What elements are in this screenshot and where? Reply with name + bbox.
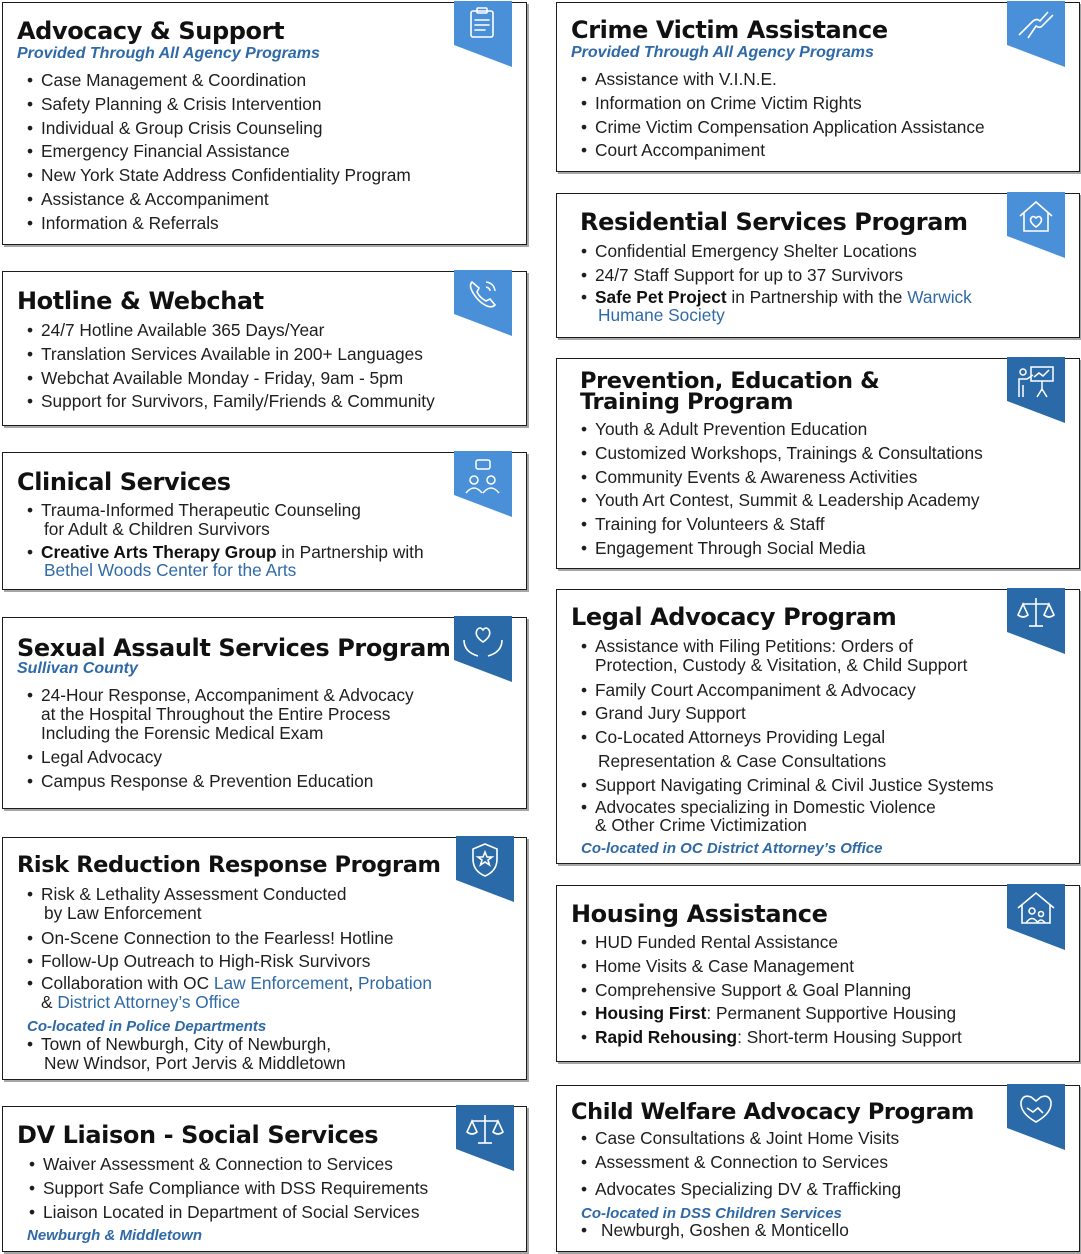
card-subtitle: Sullivan County	[17, 660, 138, 677]
presenter-icon	[1007, 357, 1065, 423]
item-line: & Other Crime Victimization	[595, 815, 807, 836]
list-item: • Confidential Emergency Shelter Locations	[581, 240, 972, 264]
list-item	[27, 1035, 346, 1077]
list-item: • Waiver Assessment & Connection to Services	[29, 1153, 428, 1177]
risk-locations-list	[27, 1035, 346, 1077]
item-line: Advocates specializing in Domestic Violence	[595, 796, 936, 817]
child-welfare-locations	[581, 1219, 849, 1243]
residential-list	[581, 240, 972, 329]
card-legal-advocacy	[556, 589, 1080, 864]
card-title: Residential Services Program	[580, 208, 968, 236]
law-enforcement-link[interactable]: Law Enforcement	[213, 973, 349, 994]
program-name: Housing First	[595, 1003, 707, 1024]
card-title: Advocacy & Support	[17, 17, 285, 45]
card-sexual-assault-services	[2, 617, 527, 809]
card-title: Training Program	[580, 389, 794, 415]
handshake-fist-icon	[1007, 1, 1065, 67]
phone-icon	[454, 270, 512, 336]
item-line: Assistance with Filing Petitions: Orders of	[595, 636, 913, 656]
item-text: : Short-term Housing Support	[737, 1027, 962, 1048]
item-line: at the Hospital Throughout the Entire Process	[41, 703, 391, 724]
list-item: • Information on Crime Victim Rights	[581, 92, 985, 116]
humane-society-link[interactable]: Humane Society	[598, 305, 725, 326]
list-item	[581, 726, 994, 774]
card-crime-victim-assistance	[556, 2, 1080, 172]
list-item: • Training for Volunteers & Staff	[581, 513, 983, 537]
group-chat-icon	[454, 451, 512, 517]
list-item: • Court Accompaniment	[581, 139, 985, 163]
card-title: Hotline & Webchat	[17, 287, 264, 315]
item-text: Collaboration with OC	[41, 973, 214, 994]
list-item: • Community Events & Awareness Activities	[581, 466, 983, 490]
warwick-link[interactable]: Warwick	[907, 286, 972, 307]
housing-list	[581, 931, 962, 1050]
list-item	[581, 1002, 962, 1026]
legal-list	[581, 637, 994, 839]
list-item: • New York State Address Confidentiality Program	[27, 164, 411, 188]
item-text: in Partnership with the	[726, 286, 908, 307]
list-item: • Engagement Through Social Media	[581, 537, 983, 561]
card-title: Risk Reduction Response Program	[17, 852, 441, 878]
list-item: • Safety Planning & Crisis Intervention	[27, 93, 411, 117]
prevention-list	[581, 418, 983, 561]
list-item	[581, 288, 972, 330]
list-item: • Emergency Financial Assistance	[27, 140, 411, 164]
item-line: Co-Located Attorneys Providing Legal	[595, 727, 886, 748]
list-item: • Support for Survivors, Family/Friends & Community	[27, 390, 435, 414]
advocacy-list	[27, 69, 411, 236]
card-dv-liaison	[2, 1106, 527, 1252]
card-title: Housing Assistance	[571, 900, 828, 928]
list-item: • Campus Response & Prevention Education	[27, 770, 414, 794]
card-title: Sexual Assault Services Program	[17, 634, 451, 662]
item-line: 24-Hour Response, Accompaniment & Advocacy	[41, 685, 414, 705]
child-welfare-list	[581, 1127, 901, 1201]
card-housing-assistance	[556, 885, 1080, 1062]
list-item: • Grand Jury Support	[581, 702, 994, 726]
list-item: • Support Navigating Criminal & Civil Justice Systems	[581, 774, 994, 798]
list-item: • HUD Funded Rental Assistance	[581, 931, 962, 955]
card-title: Prevention, Education &	[580, 368, 880, 394]
list-item: • Comprehensive Support & Goal Planning	[581, 979, 962, 1003]
colocation-note: Co-located in DSS Children Services	[581, 1205, 842, 1222]
list-item: • 24/7 Staff Support for up to 37 Survivors	[581, 264, 972, 288]
list-item	[581, 637, 994, 679]
list-item: • Case Consultations & Joint Home Visits	[581, 1127, 901, 1151]
list-item	[27, 543, 424, 585]
card-subtitle: Provided Through All Agency Programs	[17, 45, 320, 62]
item-line: by Law Enforcement	[44, 902, 202, 923]
item-text: ,	[348, 973, 358, 994]
list-item: • Family Court Accompaniment & Advocacy	[581, 679, 994, 703]
program-name: Creative Arts Therapy Group	[41, 541, 277, 562]
card-title: Legal Advocacy Program	[571, 603, 897, 631]
list-item: • Home Visits & Case Management	[581, 955, 962, 979]
item-line: Town of Newburgh, City of Newburgh,	[41, 1034, 332, 1054]
card-title: DV Liaison - Social Services	[17, 1121, 379, 1149]
card-prevention-education	[556, 358, 1080, 569]
list-item: • Webchat Available Monday - Friday, 9am - 5pm	[27, 367, 435, 391]
hotline-list	[27, 319, 435, 414]
list-item: • Support Safe Compliance with DSS Requirements	[29, 1177, 428, 1201]
list-item	[27, 974, 432, 1016]
list-item: • Assistance with V.I.N.E.	[581, 68, 985, 92]
list-item: • Youth & Adult Prevention Education	[581, 418, 983, 442]
program-name: Rapid Rehousing	[595, 1027, 738, 1048]
list-item: • Legal Advocacy	[27, 746, 414, 770]
item-line: Including the Forensic Medical Exam	[41, 722, 324, 743]
item-line: Protection, Custody & Visitation, & Child Support	[595, 654, 968, 675]
item-line: Risk & Lethality Assessment Conducted	[41, 884, 347, 904]
item-text: &	[41, 991, 58, 1012]
item-line: for Adult & Children Survivors	[44, 518, 270, 539]
card-risk-reduction	[2, 837, 527, 1080]
heart-house-icon	[1007, 192, 1065, 258]
item-line: New Windsor, Port Jervis & Middletown	[44, 1052, 346, 1073]
heart-hands-icon	[454, 616, 512, 682]
list-item: • Customized Workshops, Trainings & Consultations	[581, 442, 983, 466]
location-note: Newburgh & Middletown	[27, 1227, 202, 1244]
list-item: • Crime Victim Compensation Application Assistance	[581, 116, 985, 140]
item-text: in Partnership with	[276, 541, 424, 562]
crime-victim-list	[581, 68, 985, 163]
list-item: • On-Scene Connection to the Fearless! Hotline	[27, 927, 432, 951]
list-item: • Follow-Up Outreach to High-Risk Survivors	[27, 950, 432, 974]
partner-link[interactable]: Bethel Woods Center for the Arts	[44, 560, 297, 581]
list-item: • Translation Services Available in 200+ Languages	[27, 343, 435, 367]
list-item: • Newburgh, Goshen & Monticello	[581, 1219, 849, 1243]
item-line: Representation & Case Consultations	[598, 750, 887, 771]
heart-handshake-icon	[1007, 1084, 1065, 1150]
card-advocacy-support	[2, 2, 527, 245]
card-title: Clinical Services	[17, 468, 231, 496]
list-item: • Case Management & Coordination	[27, 69, 411, 93]
list-item	[27, 885, 432, 927]
scales-icon	[1007, 588, 1065, 654]
list-item: • 24/7 Hotline Available 365 Days/Year	[27, 319, 435, 343]
card-title: Child Welfare Advocacy Program	[571, 1099, 974, 1125]
house-family-icon	[1007, 884, 1065, 950]
clinical-list	[27, 501, 424, 584]
item-text: : Permanent Supportive Housing	[706, 1003, 957, 1024]
list-item	[581, 798, 994, 840]
card-title: Crime Victim Assistance	[571, 16, 888, 44]
risk-list	[27, 885, 432, 1016]
colocation-note: Co-located in OC District Attorney’s Office	[581, 840, 883, 857]
sexual-assault-list	[27, 686, 414, 794]
dv-list	[29, 1153, 428, 1224]
list-item	[581, 1026, 962, 1050]
item-line: Trauma-Informed Therapeutic Counseling	[41, 500, 361, 520]
scales-icon	[456, 1105, 514, 1171]
list-item: • Information & Referrals	[27, 212, 411, 236]
list-item: • Assistance & Accompaniment	[27, 188, 411, 212]
probation-link[interactable]: Probation	[357, 973, 432, 994]
list-item: • Individual & Group Crisis Counseling	[27, 117, 411, 141]
card-clinical-services	[2, 452, 527, 590]
list-item: • Youth Art Contest, Summit & Leadership Academy	[581, 489, 983, 513]
list-item: • Assessment & Connection to Services	[581, 1151, 901, 1175]
card-child-welfare-advocacy	[556, 1085, 1080, 1252]
district-attorney-link[interactable]: District Attorney’s Office	[57, 991, 241, 1012]
card-hotline-webchat	[2, 271, 527, 426]
list-item: • Liaison Located in Department of Social Services	[29, 1201, 428, 1225]
card-residential-services	[556, 193, 1080, 338]
list-item	[27, 686, 414, 746]
program-name: Safe Pet Project	[595, 286, 727, 307]
list-item	[27, 501, 424, 543]
colocation-note: Co-located in Police Departments	[27, 1018, 267, 1035]
clipboard-icon	[454, 1, 512, 67]
police-badge-icon	[456, 836, 514, 902]
card-subtitle: Provided Through All Agency Programs	[571, 44, 874, 61]
list-item: • Advocates Specializing DV & Trafficking	[581, 1178, 901, 1202]
